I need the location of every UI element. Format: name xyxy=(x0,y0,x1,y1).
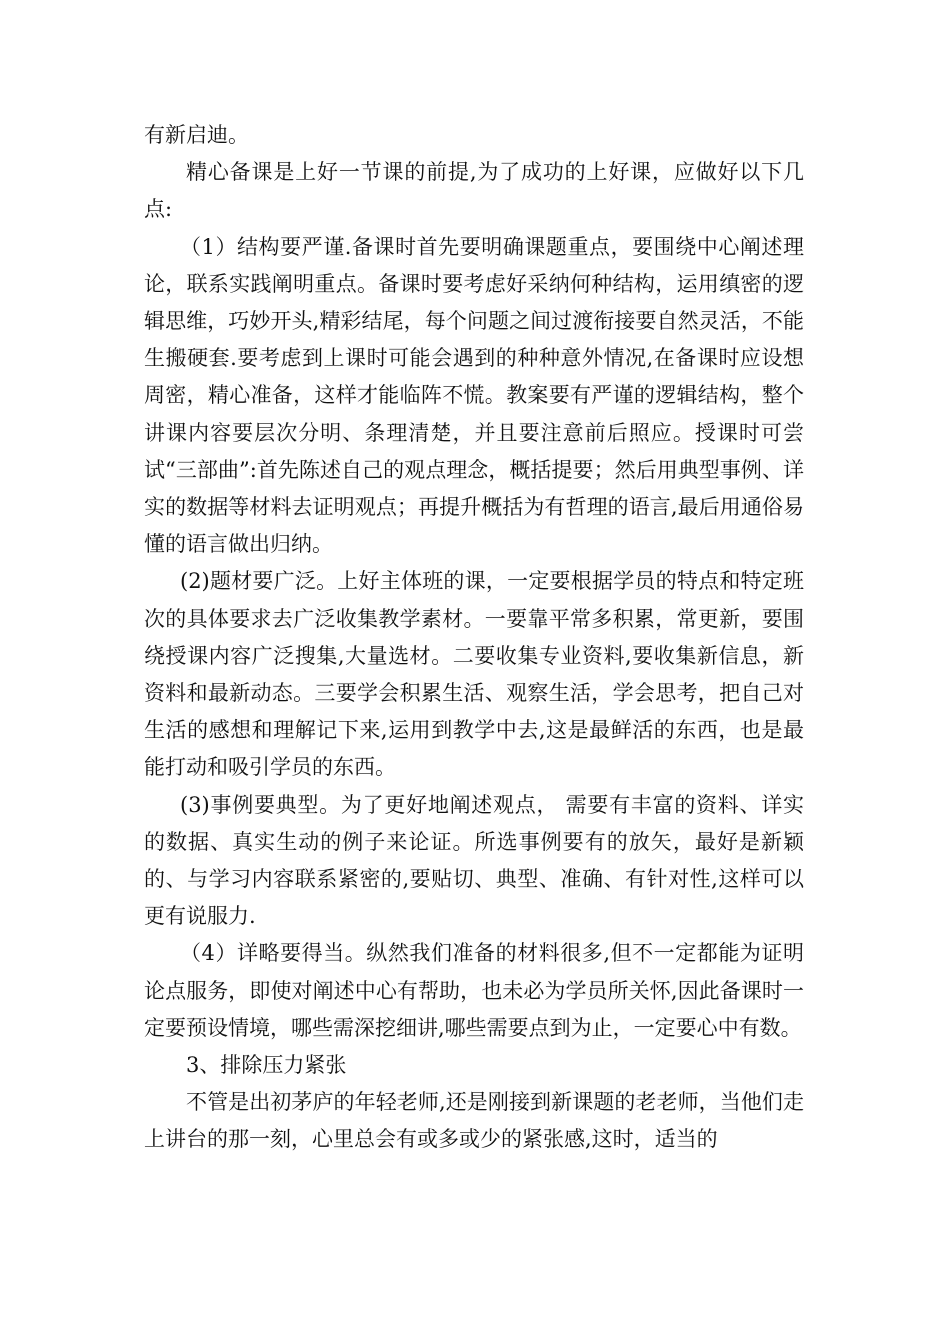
list-item-examples: (3)事例要典型。为了更好地阐述观点， 需要有丰富的资料、详实的数据、真实生动的例子来论证。所选事例要有的放矢，最好是新颖的、与学习内容联系紧密的,要贴切、典型、准确、有针对性,这样可以更有说服力. xyxy=(144,792,804,929)
section-heading-stress: 3、排除压力紧张 xyxy=(186,1053,347,1078)
document-body xyxy=(144,117,804,1159)
paragraph-preparation-intro: 精心备课是上好一节课的前提,为了成功的上好课，应做好以下几点: xyxy=(144,160,804,222)
list-item-subject-matter: (2)题材要广泛。上好主体班的课，一定要根据学员的特点和特定班次的具体要求去广泛收集教学素材。一要靠平常多积累，常更新，要围绕授课内容广泛搜集,大量选材。二要收集专业资料,要收集新信息，新资料和最新动态。三要学会积累生活、观察生活，学会思考，把自己对生活的感想和理解记下来,运用到教学中去,这是最鲜活的东西，也是最能打动和吸引学员的东西。 xyxy=(144,569,804,780)
list-item-structure: （1）结构要严谨.备课时首先要明确课题重点，要围绕中心阐述理论，联系实践阐明重点。备课时要考虑好采纳何种结构，运用缜密的逻辑思维，巧妙开头,精彩结尾，每个问题之间过渡衔接要自然灵活，不能生搬硬套.要考虑到上课时可能会遇到的种种意外情况,在备课时应设想周密，精心准备，这样才能临阵不慌。教案要有严谨的逻辑结构，整个讲课内容要层次分明、条理清楚，并且要注意前后照应。授课时可尝试“三部曲”:首先陈述自己的观点理念，概括提要；然后用典型事例、详实的数据等材料去证明观点；再提升概括为有哲理的语言,最后用通俗易懂的语言做出归纳。 xyxy=(144,234,804,557)
paragraph-continuation: 有新启迪。 xyxy=(144,123,249,147)
paragraph-stress-intro: 不管是出初茅庐的年轻老师,还是刚接到新课题的老老师，当他们走上讲台的那一刻，心里总会有或多或少的紧张感,这时，适当的 xyxy=(144,1090,804,1152)
list-item-detail-balance: （4）详略要得当。纵然我们准备的材料很多,但不一定都能为证明论点服务，即使对阐述中心有帮助，也未必为学员所关怀,因此备课时一定要预设情境，哪些需深挖细讲,哪些需要点到为止，一定要心中有数。 xyxy=(144,941,804,1040)
